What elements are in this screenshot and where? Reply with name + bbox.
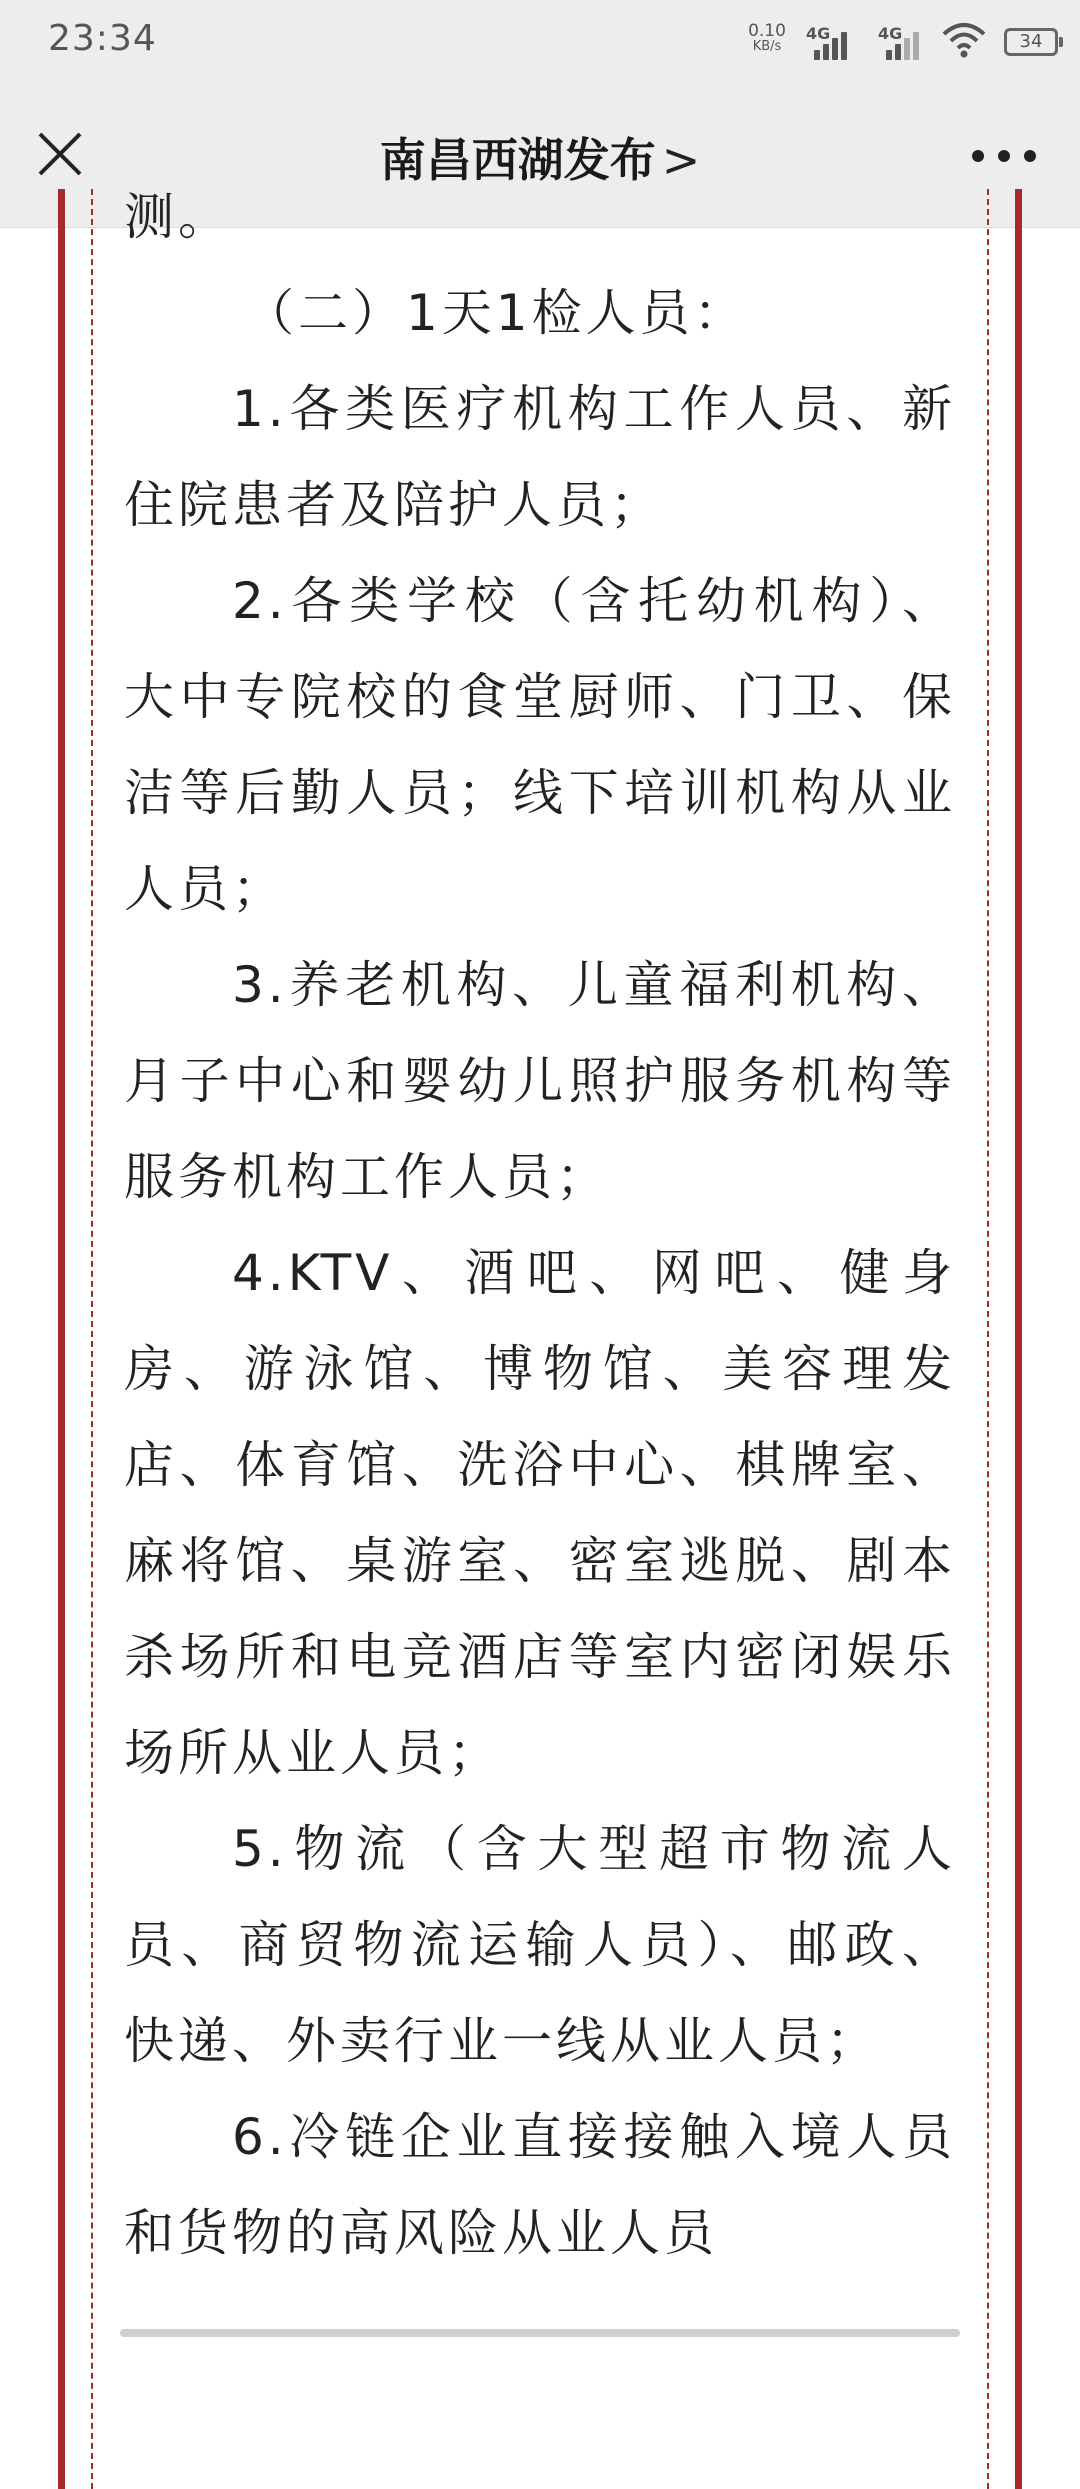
page-title: 南昌西湖发布 bbox=[379, 133, 656, 187]
article-paragraph: 2.各类学校（含托幼机构）、大中专院校的食堂厨师、门卫、保洁等后勤人员；线下培训机构从业人员； bbox=[124, 572, 956, 918]
status-time: 23:34 bbox=[48, 18, 157, 59]
battery-icon: 34 bbox=[1004, 28, 1058, 56]
net-speed-unit: KB/s bbox=[752, 39, 782, 54]
signal-4g-icon bbox=[802, 24, 860, 60]
article-paragraph: 3.养老机构、儿童福利机构、月子中心和婴幼儿照护服务机构等服务机构工作人员； bbox=[124, 956, 956, 1206]
article-paragraph: 5.物流（含大型超市物流人员、商贸物流运输人员）、邮政、快递、外卖行业一线从业人员； bbox=[124, 1820, 956, 2070]
more-icon[interactable] bbox=[968, 144, 1040, 168]
article-paragraph: 6.冷链企业直接接触入境人员和货物的高风险从业人员 bbox=[124, 2108, 956, 2262]
net-speed-value: 0.10 bbox=[748, 21, 786, 41]
article-paragraph: 1.各类医疗机构工作人员、新住院患者及陪护人员； bbox=[124, 380, 956, 534]
article-paragraph: 测。 bbox=[124, 188, 232, 246]
status-bar bbox=[0, 0, 1080, 84]
net-speed bbox=[742, 21, 792, 54]
chevron-right-icon: > bbox=[661, 133, 701, 187]
article-content[interactable] bbox=[0, 188, 1080, 2340]
signal-label: 4G bbox=[806, 24, 831, 43]
scroll-indicator bbox=[120, 2329, 960, 2337]
article-body bbox=[124, 169, 956, 2281]
wifi-icon bbox=[942, 22, 986, 58]
article-paragraph: 4.KTV、酒吧、网吧、健身房、游泳馆、博物馆、美容理发店、体育馆、洗浴中心、棋牌室、麻将馆、桌游室、密室逃脱、剧本杀场所和电竞酒店等室内密闭娱乐场所从业人员； bbox=[124, 1244, 956, 1782]
signal-label: 4G bbox=[878, 24, 903, 43]
article-heading: （二）1天1检人员： bbox=[244, 284, 748, 342]
signal-4g-icon bbox=[874, 24, 932, 60]
